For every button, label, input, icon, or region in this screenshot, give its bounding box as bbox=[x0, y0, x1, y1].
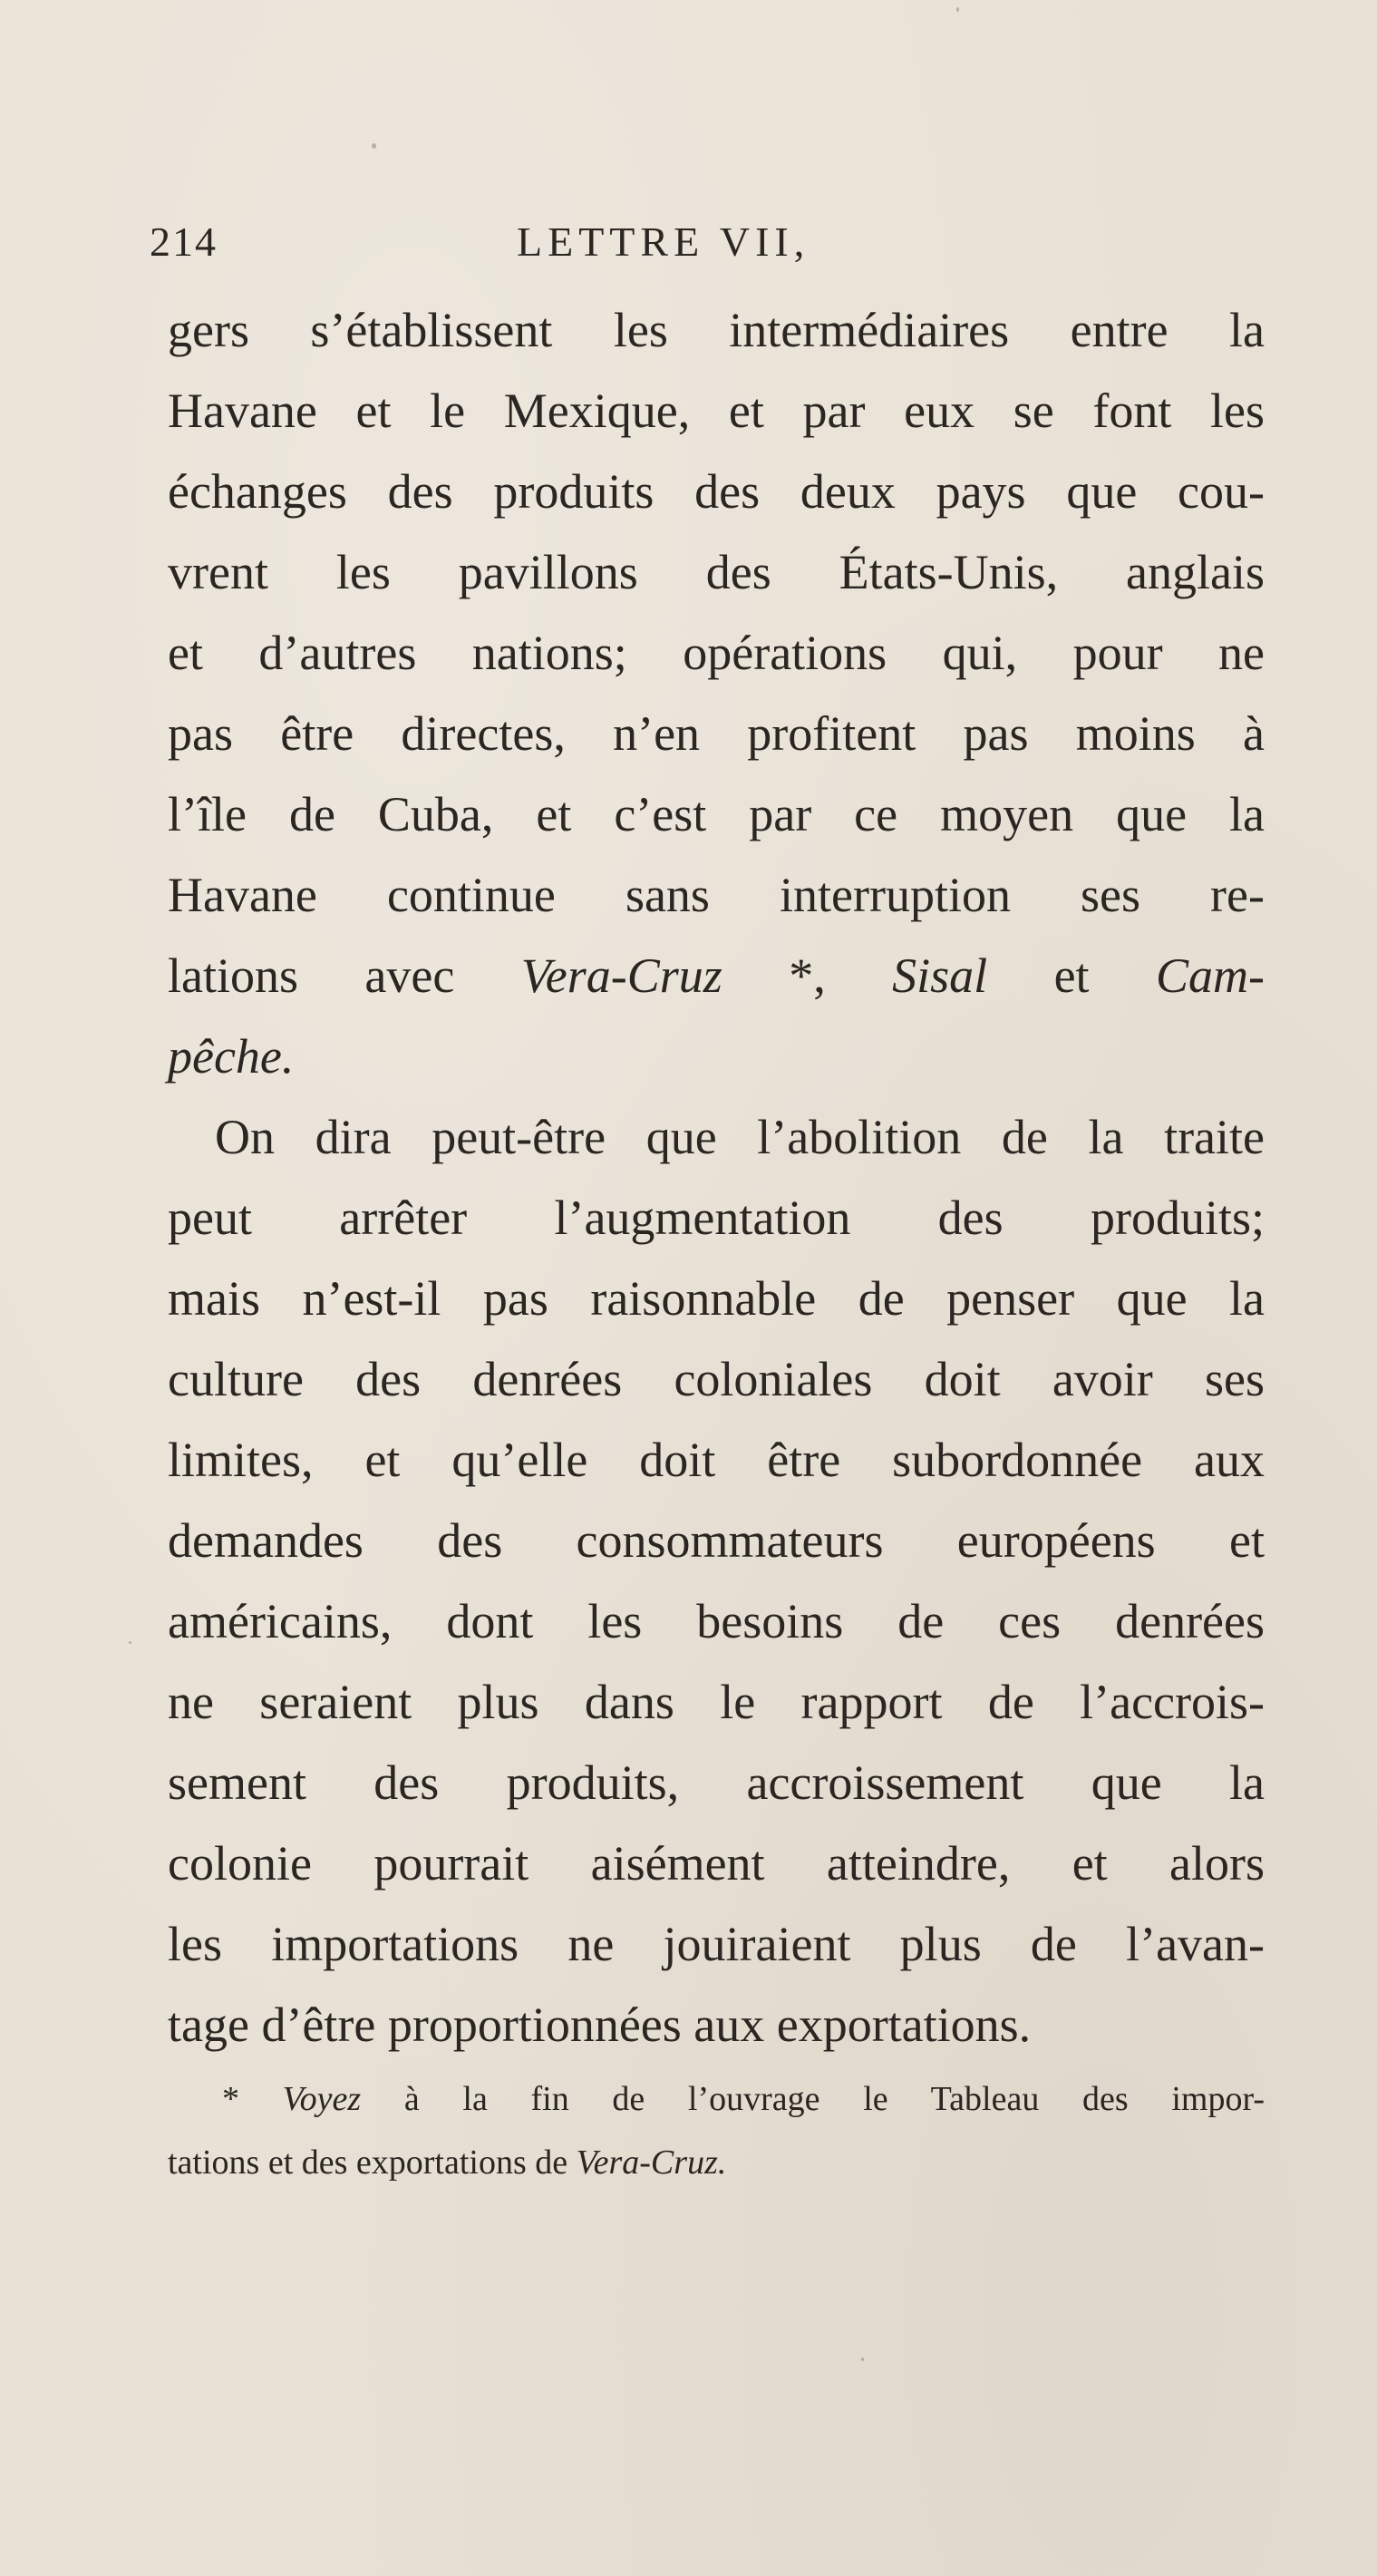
text-line: américains, dont les besoins de ces denrées bbox=[168, 1594, 1265, 1648]
paper-speck bbox=[129, 1641, 131, 1644]
paper-speck bbox=[372, 143, 376, 149]
paragraph-first-line: On dira peut-être que l’abolition de la traite bbox=[215, 1110, 1265, 1164]
text-fragment: et bbox=[987, 948, 1156, 1003]
text-line: ne seraient plus dans le rapport de l’accrois- bbox=[168, 1675, 1265, 1729]
footnote-mark: * bbox=[222, 2080, 239, 2118]
text-fragment: lations avec bbox=[168, 948, 521, 1003]
place-sisal: Sisal bbox=[892, 948, 988, 1003]
paper-speck bbox=[956, 7, 959, 12]
text-line: colonie pourrait aisément atteindre, et alors bbox=[168, 1836, 1265, 1891]
text-line: demandes des consommateurs européens et bbox=[168, 1513, 1265, 1568]
paper-speck bbox=[861, 2357, 864, 2361]
text-fragment: tations et des exportations de bbox=[168, 2143, 577, 2182]
footnote-voyez: Voyez bbox=[282, 2080, 362, 2118]
text-line: mais n’est-il pas raisonnable de penser que la bbox=[168, 1271, 1265, 1326]
text-line: tage d’être proportionnées aux exportations. bbox=[168, 1998, 1032, 2052]
footnote-line bbox=[168, 2067, 1265, 2131]
text-line: l’île de Cuba, et c’est par ce moyen que la bbox=[168, 787, 1265, 841]
page-header bbox=[150, 218, 1265, 281]
footnote bbox=[168, 2067, 1265, 2194]
text-line: culture des denrées coloniales doit avoir ses bbox=[168, 1352, 1265, 1406]
footnote-line bbox=[168, 2131, 1265, 2194]
text-line: limites, et qu’elle doit être subordonnée aux bbox=[168, 1433, 1265, 1487]
text-line: pas être directes, n’en profitent pas moins à bbox=[168, 706, 1265, 761]
text-line: pêche. bbox=[168, 1029, 295, 1084]
text-line: et d’autres nations; opérations qui, pour ne bbox=[168, 626, 1265, 680]
text-line: échanges des produits des deux pays que cou- bbox=[168, 464, 1265, 519]
text-line bbox=[168, 936, 1265, 1016]
footnote-mark: *, bbox=[722, 948, 893, 1003]
text-line: vrent les pavillons des États-Unis, anglais bbox=[168, 545, 1265, 599]
text-line: peut arrêter l’augmentation des produits; bbox=[168, 1191, 1265, 1245]
place-vera-cruz: Vera-Cruz bbox=[520, 948, 722, 1003]
page-number: 214 bbox=[150, 219, 218, 265]
running-head: LETTRE VII, bbox=[517, 219, 810, 265]
text-line: sement des produits, accroissement que la bbox=[168, 1755, 1265, 1810]
place-vera-cruz: Vera-Cruz. bbox=[576, 2143, 727, 2182]
body-text bbox=[168, 290, 1265, 2066]
text-line: Havane et le Mexique, et par eux se font les bbox=[168, 384, 1265, 438]
place-campeche: Cam- bbox=[1155, 948, 1265, 1003]
text-fragment: à la fin de l’ouvrage le Tableau des impor- bbox=[361, 2080, 1265, 2118]
text-line: Havane continue sans interruption ses re- bbox=[168, 868, 1265, 922]
text-line: gers s’établissent les intermédiaires entre la bbox=[168, 303, 1265, 357]
text-line: les importations ne jouiraient plus de l’avan- bbox=[168, 1917, 1265, 1971]
